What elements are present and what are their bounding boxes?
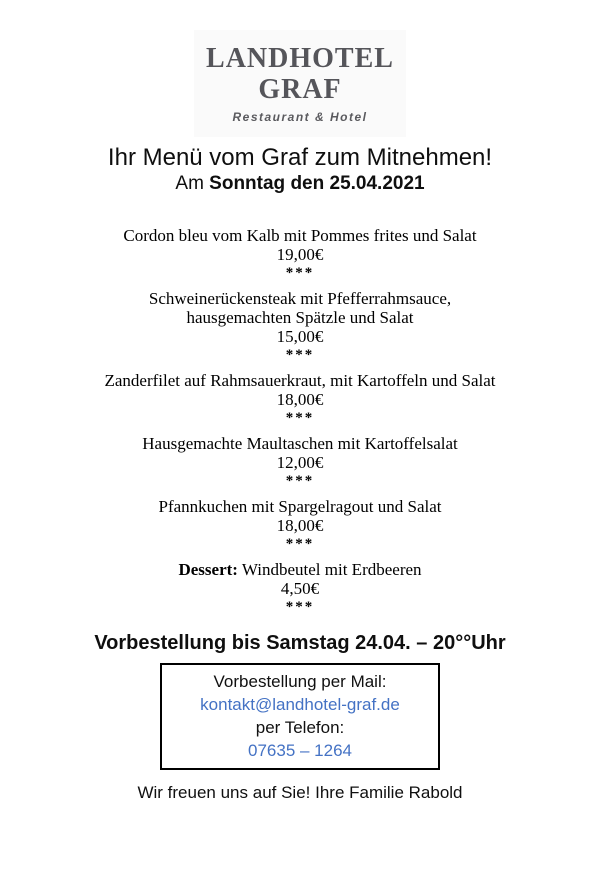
logo-subtitle: Restaurant & Hotel xyxy=(232,110,368,124)
menu-item-cordon-bleu xyxy=(0,226,600,283)
separator-stars: *** xyxy=(285,599,315,615)
dish-name: Pfannkuchen mit Spargelragout und Salat xyxy=(158,497,442,516)
menu-item-dessert xyxy=(0,560,600,617)
dessert-name: Windbeutel mit Erdbeeren xyxy=(241,560,422,579)
hotel-logo xyxy=(194,30,406,137)
dish-name: Cordon bleu vom Kalb mit Pommes frites und Salat xyxy=(123,226,477,245)
logo-title xyxy=(194,43,406,105)
separator-stars: *** xyxy=(285,473,315,489)
dish-name: Zanderfilet auf Rahmsauerkraut, mit Kartoffeln und Salat xyxy=(104,371,496,390)
dish-price: 4,50€ xyxy=(280,579,320,598)
closing-message: Wir freuen uns auf Sie! Ihre Familie Rabold xyxy=(137,783,463,802)
dish-name xyxy=(0,560,600,579)
dish-name: Schweinerückensteak mit Pfefferrahmsauce, xyxy=(148,289,452,308)
page-title: Ihr Menü vom Graf zum Mitnehmen! xyxy=(107,144,493,171)
separator-stars: *** xyxy=(285,265,315,281)
menu-list xyxy=(0,226,600,617)
mail-label: Vorbestellung per Mail: xyxy=(213,672,387,691)
dish-price: 12,00€ xyxy=(276,453,324,472)
dish-name-line2: hausgemachten Spätzle und Salat xyxy=(186,308,414,327)
dish-name: Hausgemachte Maultaschen mit Kartoffelsalat xyxy=(142,434,458,453)
dessert-label: Dessert: xyxy=(178,560,238,579)
phone-label: per Telefon: xyxy=(255,718,345,737)
logo-title-line1: LANDHOTEL xyxy=(206,43,394,74)
date-value: Sonntag den 25.04.2021 xyxy=(209,173,425,194)
menu-page xyxy=(0,30,600,885)
dish-price: 15,00€ xyxy=(276,327,324,346)
menu-item-schweineruckensteak xyxy=(0,289,600,365)
separator-stars: *** xyxy=(285,536,315,552)
date-prefix: Am xyxy=(175,173,210,194)
separator-stars: *** xyxy=(285,410,315,426)
dish-price: 18,00€ xyxy=(276,516,324,535)
menu-item-zanderfilet xyxy=(0,371,600,428)
contact-box xyxy=(160,663,440,770)
menu-date xyxy=(0,172,600,196)
phone-link[interactable]: 07635 – 1264 xyxy=(248,741,352,760)
separator-stars: *** xyxy=(285,347,315,363)
menu-item-pfannkuchen xyxy=(0,497,600,554)
dish-price: 19,00€ xyxy=(276,245,324,264)
menu-item-maultaschen xyxy=(0,434,600,491)
logo-title-line2: GRAF xyxy=(258,74,342,105)
preorder-deadline: Vorbestellung bis Samstag 24.04. – 20°°Uhr xyxy=(94,632,506,654)
email-link[interactable]: kontakt@landhotel-graf.de xyxy=(200,695,400,714)
dish-price: 18,00€ xyxy=(276,390,324,409)
